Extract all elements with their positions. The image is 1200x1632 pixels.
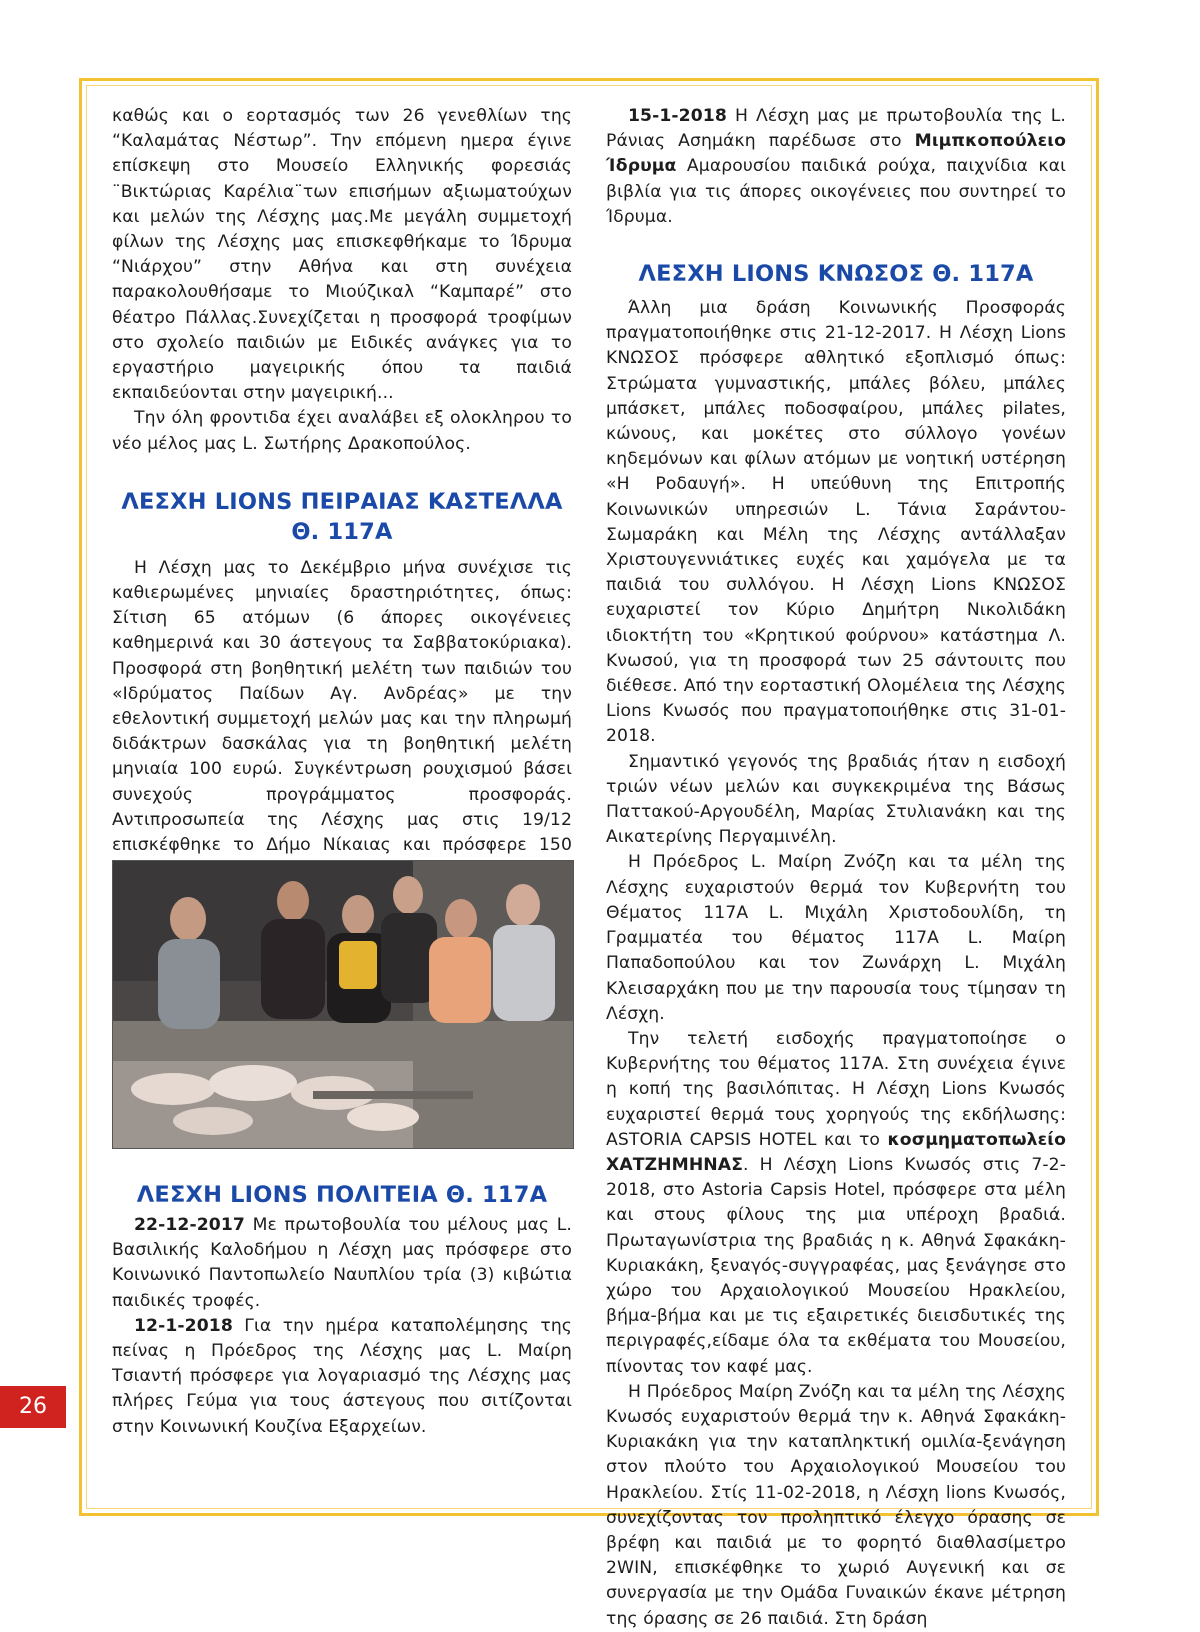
politeia-paragraph-2: [112, 1314, 572, 1440]
politeia-date-1: 22-12-2017: [134, 1215, 245, 1235]
knossos-paragraph-3: Η Πρόεδρος L. Μαίρη Ζνόζη και τα μέλη της Λέσχης ευχαριστούν θερμά τον Κυβερνήτη του Θέματος 117Α L. Μιχάλη Χριστοδουλίδη, τη Γραμματέα του θέματος 117Α L. Μαίρη Παπαδοπούλου και τον Ζωνάρχη L. Μιχάλη Κλεισαρχάκη που με την παρουσία τους τίμησαν τη Λέσχη.: [606, 852, 1066, 1024]
kastella-heading: [112, 487, 572, 547]
intro-paragraph-1: καθώς και ο εορτασμός των 26 γενεθλίων της “Καλαμάτας Νέστωρ”. Την επόμενη ημερα έγινε επίσκεψη στο Μουσείο Ελληνικής φορεσιάς ¨Βικτώριας Καρέλια¨των επισήμων αξιωματούχων και μελών της Λέσχης μας.Με μεγάλη συμμετοχή φίλων της Λέσχης μας επισκεφθήκαμε το Ίδρυμα “Νιάρχου” στην Αθήνα και στη συνέχεια παρακολουθήσαμε το Μιούζικαλ “Καμπαρέ” στο θέατρο Πάλλας.Συνεχίζεται η προσφορά τροφίμων στο σχολείο παιδιών με Ειδικές ανάγκες για το εργαστήριο μαγειρικής όπου τα παιδιά εκπαιδεύονται στην μαγειρική...: [112, 106, 572, 404]
politeia-paragraph-1: [112, 1213, 572, 1314]
right-text-1a: Η Λέσχη μας με πρωτοβουλία της L. Ράνιας Ασημάκη παρέδωσε στο: [606, 106, 1066, 152]
politeia-heading: ΛΕΣΧΗ LIONS ΠΟΛΙΤΕΙΑ Θ. 117Α: [136, 1182, 548, 1208]
knossos-bold-4: κοσμηματοπωλείο ΧΑΤΖΗΜΗΝΑΣ: [606, 1129, 1066, 1175]
knossos-text-4b: . Η Λέσχη Lions Κνωσός στις 7-2-2018, στο Astoria Capsis Hotel, πρόσφερε στα μέλη και στους φίλους της μια υπέροχη βραδιά. Πρωταγωνίστρια της βραδιάς η κ. Αθηνά Σφακάκη-Κυριακάκη, ξεναγός-συγγραφέας, μας ξενάγησε στο χώρο του Αρχαιολογικού Μουσείου Ηρακλείου, βήμα-βήμα και με τις εξαιρετικές διεισδυτικές της περιγραφές,είδαμε όλα τα εκθέματα του Μουσείου, πίνοντας τον καφέ μας.: [606, 1154, 1066, 1377]
kastella-heading-line1: ΛΕΣΧΗ LIONS ΠΕΙΡΑΙΑΣ ΚΑΣΤΕΛΛΑ: [121, 488, 563, 515]
politeia-heading-wrap: [112, 1180, 572, 1212]
knossos-paragraph-5: Η Πρόεδρος Μαίρη Ζνόζη και τα μέλη της Λέσχης Κνωσός ευχαριστούν θερμά την κ. Αθηνά Σφακάκη-Κυριακάκη για την καταπληκτική ομιλία-ξενάγηση στον πλούτο του Αρχαιολογικού Μουσείου του Ηρακλείου. Στίς 11-02-2018, η Λέσχη lions Κνωσός, συνεχίζοντας τον προληπτικό έλεγχο όρασης σε βρέφη και παιδιά με το φορητό διαθλασίμετρο 2WIN, επισκέφθηκε το χωριό Αυγενική και σε συνεργασία με την Ομάδα Γυναικών έκανε μέτρηση της όρασης σε 26 παιδιά. Στη δράση: [606, 1381, 1066, 1629]
knossos-heading: ΛΕΣΧΗ LIONS ΚΝΩΣΟΣ Θ. 117Α: [638, 261, 1034, 288]
right-paragraph-1: [606, 104, 1066, 230]
page-number: 26: [0, 1386, 66, 1428]
knossos-paragraph-4: [606, 1027, 1066, 1380]
right-date-1: 15-1-2018: [628, 106, 727, 126]
politeia-section: [112, 1213, 572, 1440]
politeia-text-2: Για την ημέρα καταπολέμησης της πείνας η Πρόεδρος της Λέσχης μας L. Μαίρη Τσιαντή πρόσφερε για λογαριασμό της Λέσχης μας πλήρες Γεύμα για τους άστεγους που σιτίζονται στην Κοινωνική Κουζίνα Εξαρχείων.: [112, 1315, 572, 1437]
knossos-text-4a: Την τελετή εισδοχής πραγματοποίησε ο Κυβερνήτης του θέματος 117Α. Στη συνέχεια έγινε η κοπή της βασιλόπιτας. Η Λέσχη Lions Κνωσός ευχαριστεί θερμά τους χορηγούς της εκδήλωσης: ASTORIA CAPSIS HOTEL και το: [606, 1028, 1066, 1150]
knossos-paragraph-1: Άλλη μια δράση Κοινωνικής Προσφοράς πραγματοποιήθηκε στις 21-12-2017. Η Λέσχη Lions ΚΝΩΣΟΣ πρόσφερε αθλητικό εξοπλισμό όπως: Στρώματα γυμναστικής, μπάλες βόλευ, μπάλες μπάσκετ, μπάλες ποδοσφαίρου, μπάλες pilates, κώνους, και μοκέτες στο σύλλογο γονέων κηδεμόνων και φίλων ατόμων με νοητική υστέρηση «Η Ροδαυγή». Η υπεύθυνη της Επιτροπής Κοινωνικών υπηρεσιών L. Τάνια Σαράντου-Σωμαράκη και Μέλη της Λέσχης αντάλλαξαν Χριστουγεννιάτικες ευχές και χαμόγελα με τα παιδιά του συλλόγου. Η Λέσχη Lions ΚΝΩΣΟΣ ευχαριστεί τον Κύριο Δημήτρη Νικολιδάκη ιδιοκτήτη του «Κρητικού φούρνου» κατάστημα Λ. Κνωσού, για τη προσφορά των 25 σάντουιτς που διέθεσε. Από την εορταστική Ολομέλεια της Λέσχης Lions Κνωσός που πραγματοποιήθηκε στις 31-01-2018.: [606, 298, 1066, 747]
kastella-paragraph: Η Λέσχη μας το Δεκέμβριο μήνα συνέχισε τις καθιερωμένες μηνιαίες δραστηριότητες, όπως: Σίτιση 65 ατόμων (6 άπορες οικογένειες καθημερινά και 30 άστεγους τα Σαββατοκύριακα). Προσφορά στη βοηθητική μελέτη των παιδιών του «Ιδρύματος Παίδων Αγ. Ανδρέας» με την εθελοντική συμμετοχή μελών μας και την πληρωμή διδάκτρων δασκάλας για τη βοηθητική μελέτη μηνιαία 100 ευρώ. Συγκέντρωση ρουχισμού βάσει συνεχούς προγράμματος προσφοράς. Αντιπροσωπεία της Λέσχης μας στις 19/12 επισκέφθηκε το Δήμο Νίκαιας και πρόσφερε 150: [112, 557, 572, 856]
right-text-1b: Αμαρουσίου παιδικά ρούχα, παιχνίδια και βιβλία για τις άπορες οικογένειες που συντηρεί το Ίδρυμα.: [606, 156, 1066, 227]
right-column: [606, 104, 1066, 1632]
left-column: [112, 104, 572, 934]
politeia-text-1: Με πρωτοβουλία του μέλους μας L. Βασιλικής Καλοδήμου η Λέσχη μας πρόσφερε στο Κοινωνικό Παντοπωλείο Ναυπλίου τρία (3) κιβώτια παιδικές τροφές.: [112, 1215, 572, 1311]
right-bold-1: Μιμπκοπούλειο Ίδρυμα: [606, 131, 1066, 177]
politeia-date-2: 12-1-2018: [134, 1315, 233, 1336]
intro-paragraph-2: Την όλη φροντιδα έχει αναλάβει εξ ολοκληρου το νέο μέλος μας L. Σωτήρης Δρακοπούλος.: [112, 408, 572, 454]
kastella-heading-line2: Θ. 117Α: [291, 518, 393, 545]
group-photo: [112, 860, 574, 1149]
knossos-paragraph-2: Σημαντικό γεγονός της βραδιάς ήταν η εισδοχή τριών νέων μελών και συγκεκριμένα της Βάσως Παττακού-Αργουδέλη, Μαρίας Στυλιανάκη και της Αικατερίνης Περγαμινέλη.: [606, 751, 1066, 848]
